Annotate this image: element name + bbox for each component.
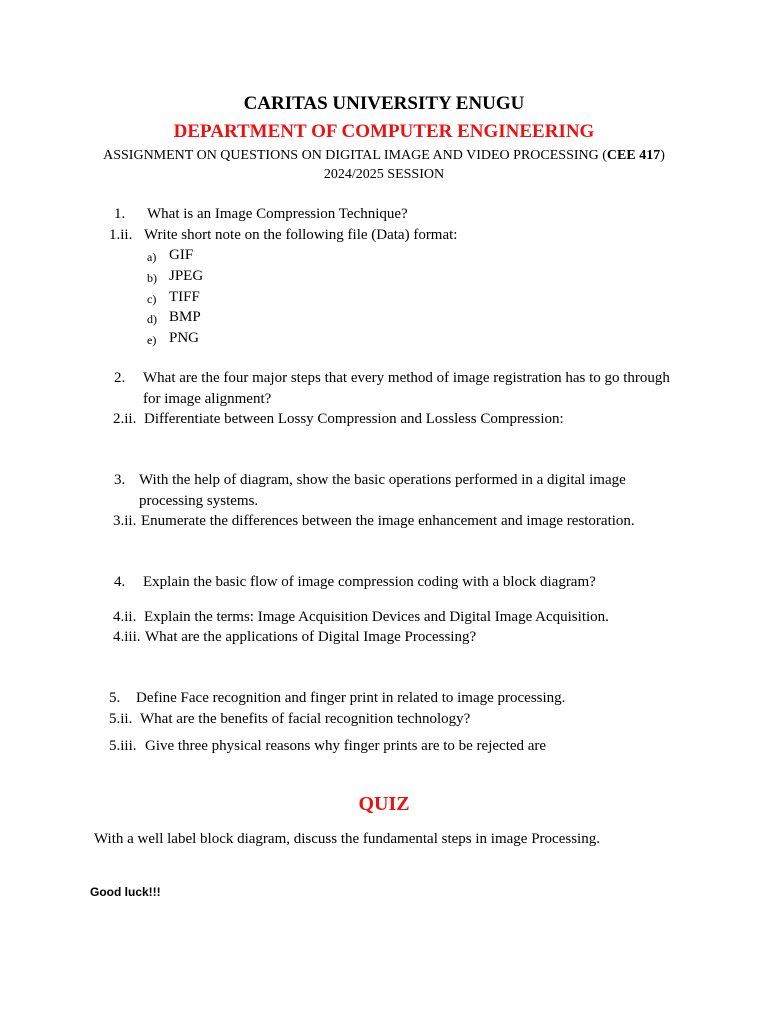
question-1-text: What is an Image Compression Technique?: [147, 206, 408, 222]
question-1: [114, 206, 125, 223]
question-1-sub-number: 1.ii.: [109, 227, 133, 243]
question-5-sub2-text: Give three physical reasons why finger prints are to be rejected are: [145, 738, 547, 754]
format-name: GIF: [169, 247, 194, 263]
question-3-number: 3.: [114, 472, 126, 488]
university-name: CARITAS UNIVERSITY ENUGU: [243, 93, 525, 114]
format-letter: a): [147, 250, 157, 264]
question-5-sub-text: What are the benefits of facial recognition technology?: [140, 711, 471, 727]
question-2-text: What are the four major steps that every method of image registration has to go through: [143, 370, 670, 386]
question-2-sub-number: 2.ii.: [113, 411, 137, 427]
quiz-heading: QUIZ: [358, 793, 410, 815]
question-4-sub2-number: 4.iii.: [113, 629, 141, 645]
closing-note: Good luck!!!: [90, 885, 161, 899]
format-letter: c): [147, 292, 157, 306]
format-letter: d): [147, 312, 157, 326]
assignment-title: [0, 148, 768, 164]
question-3-sub-text: Enumerate the differences between the image enhancement and image restoration.: [141, 513, 635, 529]
question-3-sub-number: 3.ii.: [113, 513, 137, 529]
question-2-text-continued: for image alignment?: [143, 391, 272, 407]
question-3-text-continued: processing systems.: [139, 493, 259, 509]
format-name: PNG: [169, 330, 200, 346]
question-5-sub2-number: 5.iii.: [109, 738, 137, 754]
question-4-text: Explain the basic flow of image compression coding with a block diagram?: [143, 574, 596, 590]
question-3-text: With the help of diagram, show the basic operations performed in a digital image: [139, 472, 626, 488]
format-name: JPEG: [169, 268, 204, 284]
question-5-sub-number: 5.ii.: [109, 711, 133, 727]
assignment-title-suffix: ): [660, 148, 665, 163]
question-4-sub-text: Explain the terms: Image Acquisition Devices and Digital Image Acquisition.: [144, 609, 609, 625]
format-letter: e): [147, 333, 157, 347]
question-1-sub-text: Write short note on the following file (Data) format:: [144, 227, 458, 243]
format-name: TIFF: [169, 289, 200, 305]
question-1-number: 1.: [114, 206, 126, 222]
assignment-title-prefix: ASSIGNMENT ON QUESTIONS ON DIGITAL IMAGE AND VIDEO PROCESSING (: [103, 148, 607, 163]
course-code: CEE 417: [606, 148, 661, 163]
question-4-sub2-text: What are the applications of Digital Image Processing?: [145, 629, 477, 645]
question-2-number: 2.: [114, 370, 126, 386]
department-name: DEPARTMENT OF COMPUTER ENGINEERING: [173, 121, 595, 142]
question-4-sub-number: 4.ii.: [113, 609, 137, 625]
question-4-number: 4.: [114, 574, 126, 590]
session-label: 2024/2025 SESSION: [323, 167, 445, 182]
format-name: BMP: [169, 309, 201, 325]
question-5-text: Define Face recognition and finger print in related to image processing.: [136, 690, 566, 706]
format-letter: b): [147, 271, 157, 285]
question-2-sub-text: Differentiate between Lossy Compression and Lossless Compression:: [144, 411, 564, 427]
quiz-question: With a well label block diagram, discuss the fundamental steps in image Processing.: [94, 831, 600, 847]
question-5-number: 5.: [109, 690, 121, 706]
